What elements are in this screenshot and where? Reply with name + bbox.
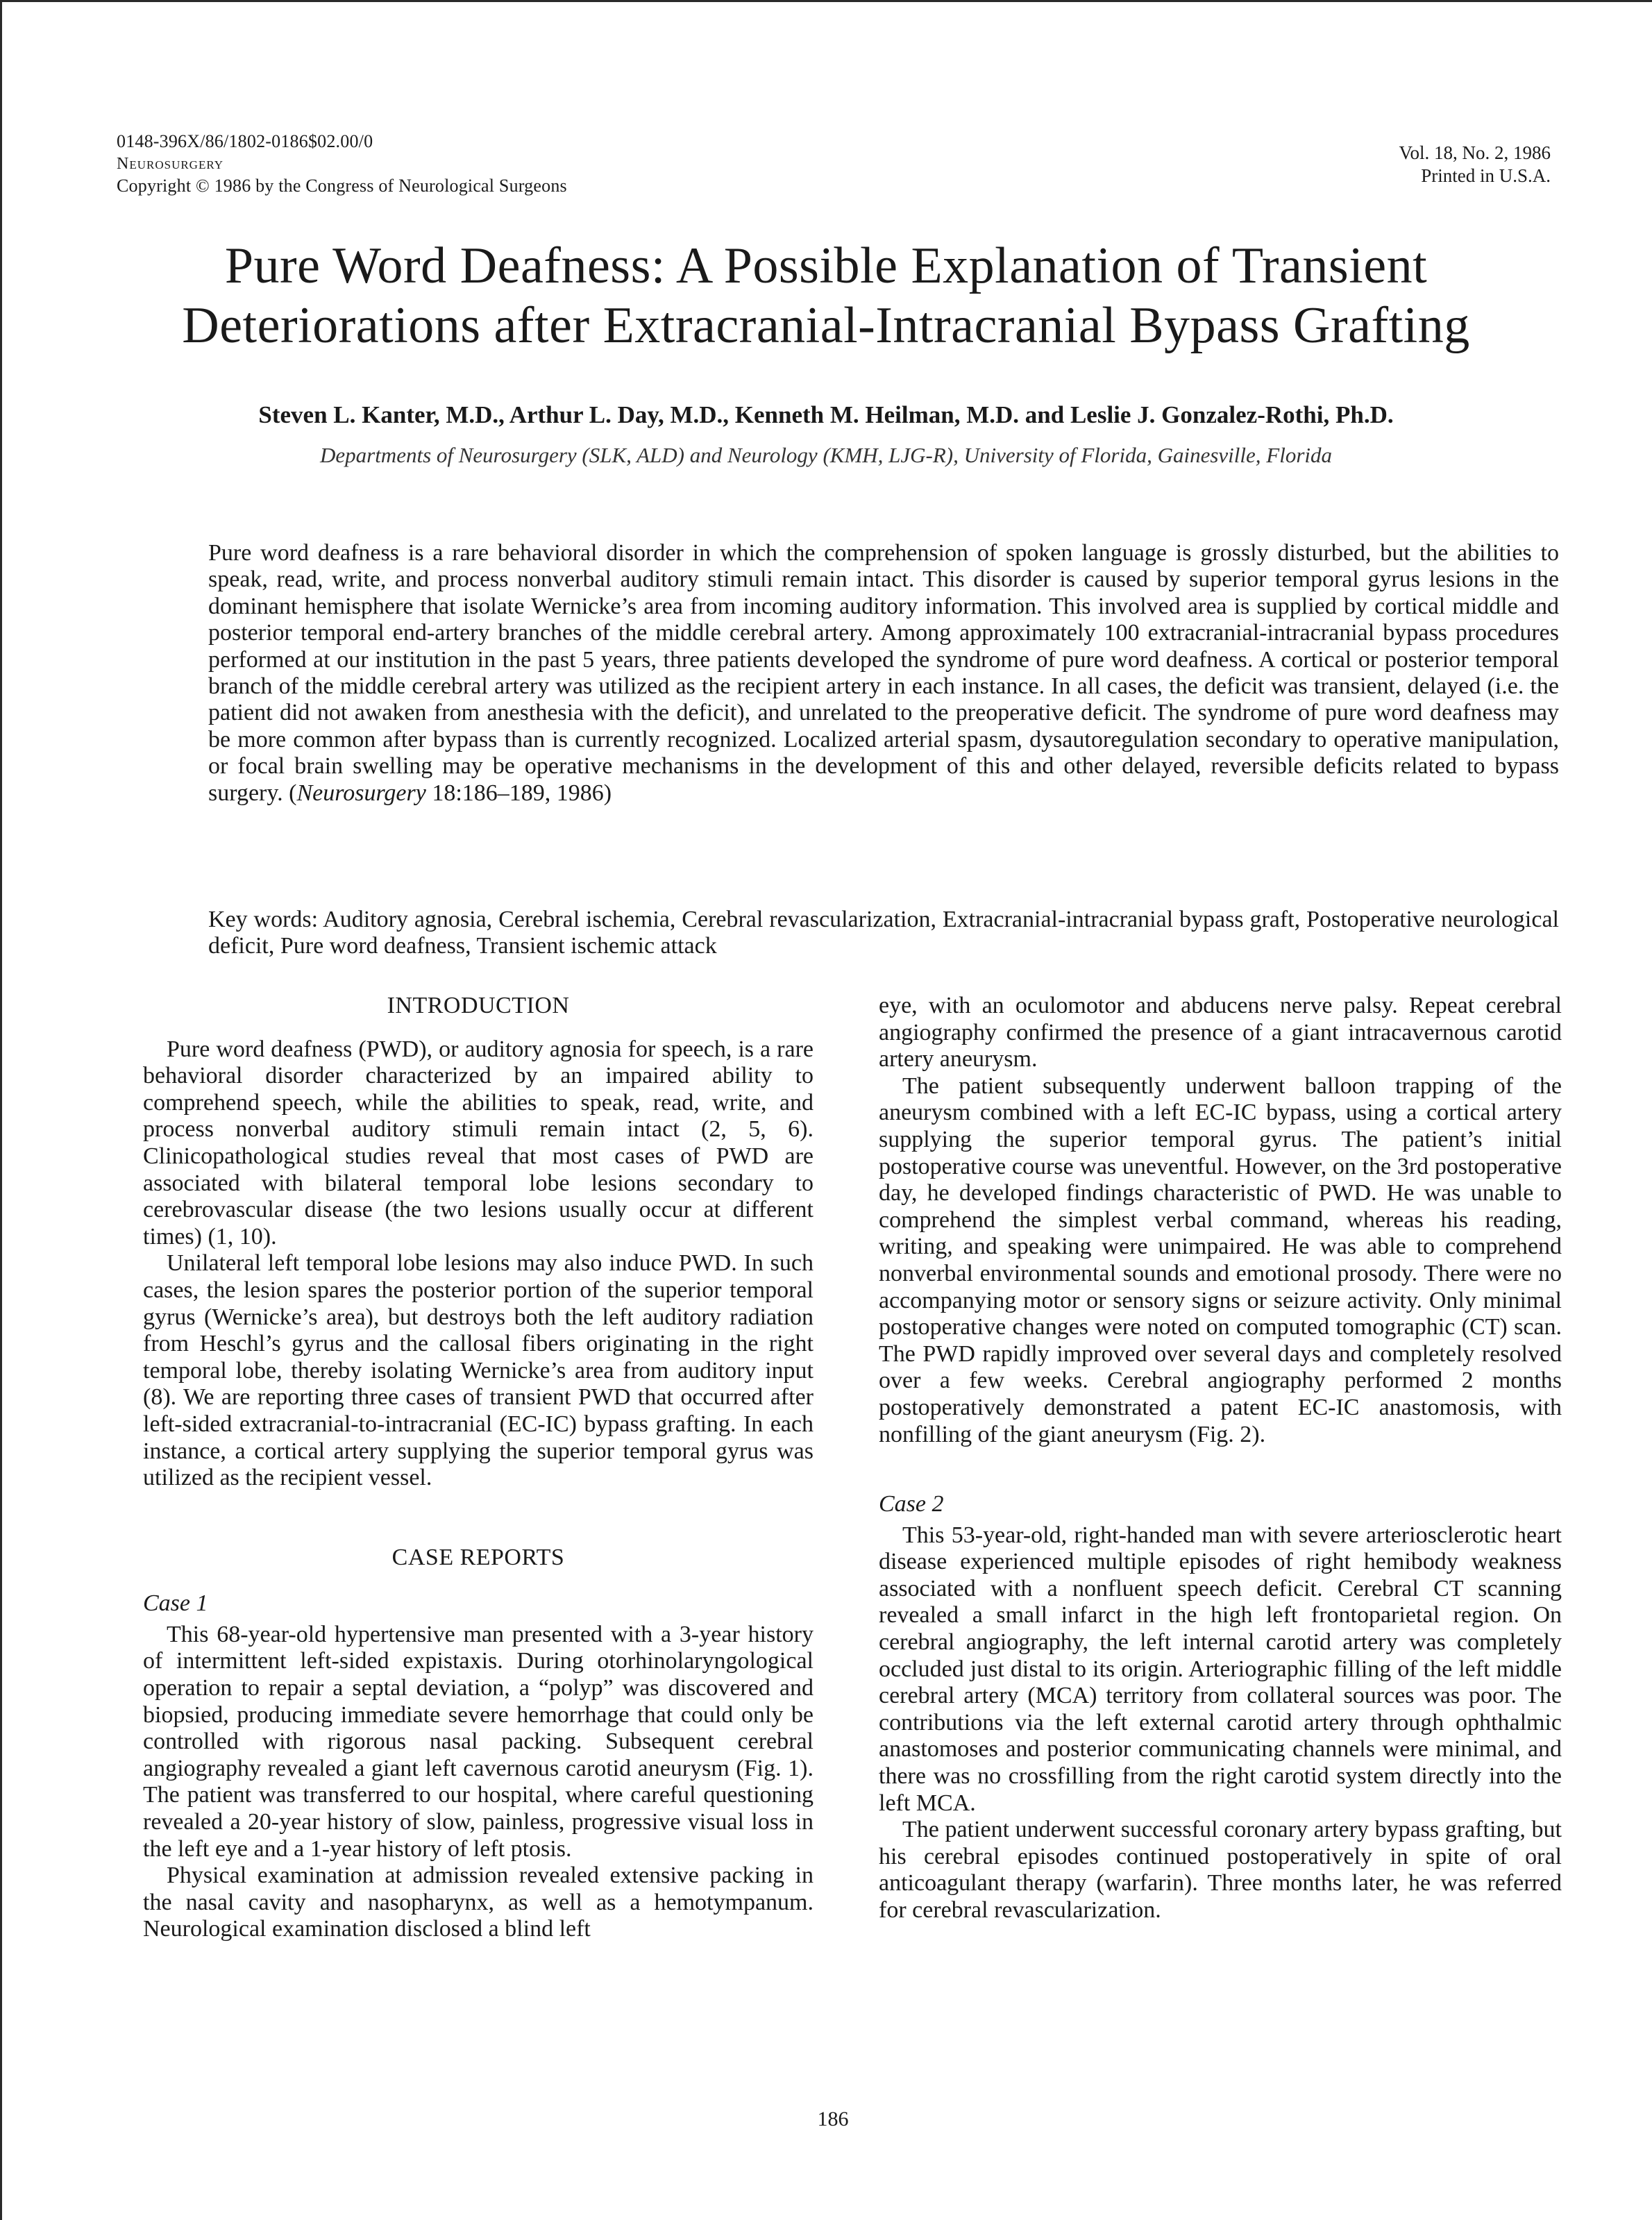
case-1-paragraph-2: Physical examination at admission revealed extensive packing in the nasal cavity and nasopharynx, as well as a hemotympanum. Neurological examination disclosed a blind left <box>143 1862 814 1942</box>
case-1-paragraph-3: The patient subsequently underwent balloon trapping of the aneurysm combined with a left EC-IC bypass, using a cortical artery supplying the superior temporal gyrus. The patient’s initial postoperative course was uneventful. However, on the 3rd postoperative day, he developed findings characteristic of PWD. He was unable to comprehend the simplest verbal command, whereas his reading, writing, and speaking were unimpaired. He was able to comprehend nonverbal environmental sounds and emotional prosody. There were no accompanying motor or sensory signs or seizure activity. Only minimal postoperative changes were noted on computed tomographic (CT) scan. The PWD rapidly improved over several days and completely resolved over a few weeks. Cerebral angiography performed 2 months postoperatively demonstrated a patent EC-IC anastomosis, with nonfilling of the giant aneurysm (Fig. 2). <box>879 1073 1562 1447</box>
title-line-2: Deteriorations after Extracranial-Intracranial Bypass Grafting <box>182 297 1470 354</box>
citation-journal: Neurosurgery <box>296 780 426 806</box>
intro-paragraph-1: Pure word deafness (PWD), or auditory agnosia for speech, is a rare behavioral disorder characterized by an impaired ability to comprehend speech, while the abilities to speak, read, write, and process nonverbal auditory stimuli remain intact (2, 5, 6). Clinicopathological studies reveal that most cases of PWD are associated with bilateral temporal lobe lesions secondary to cerebrovascular disease (the two lesions usually occur at different times) (1, 10). <box>143 1036 814 1250</box>
page-number: 186 <box>817 2108 849 2130</box>
case-2-paragraph-2: The patient underwent successful coronary artery bypass grafting, but his cerebral episodes continued postoperatively in spite of oral anticoagulant therapy (warfarin). Three months later, he was referred for cerebral revascularization. <box>879 1817 1562 1923</box>
left-column <box>143 993 814 1943</box>
title-line-1: Pure Word Deafness: A Possible Explanation of Transient <box>224 237 1428 294</box>
issn-line: 0148-396X/86/1802-0186$02.00/0 <box>117 131 373 151</box>
masthead-right <box>1399 142 1551 187</box>
case-1-heading: Case 1 <box>143 1590 208 1617</box>
citation-open: ( <box>283 780 297 806</box>
introduction-heading: INTRODUCTION <box>387 993 570 1018</box>
copyright-line: Copyright © 1986 by the Congress of Neurological Surgeons <box>117 176 567 196</box>
journal-name: Neurosurgery <box>117 155 224 173</box>
case-1-paragraph-1: This 68-year-old hypertensive man presented with a 3-year history of intermittent left-sided expistaxis. During otorhinolaryngological operation to repair a septal deviation, a “polyp” was discovered and biopsied, producing immediate severe hemorrhage that could only be controlled with rigorous nasal packing. Subsequent cerebral angiography revealed a giant left cavernous carotid aneurysm (Fig. 1). The patient was transferred to our hospital, where careful questioning revealed a 20-year history of slow, painless, progressive visual loss in the left eye and a 1-year history of left ptosis. <box>143 1621 814 1862</box>
volume-line: Vol. 18, No. 2, 1986 <box>1399 142 1551 163</box>
case-2-heading: Case 2 <box>879 1491 944 1517</box>
case-1-paragraph-2-continued: eye, with an oculomotor and abducens nerve palsy. Repeat cerebral angiography confirmed the presence of a giant intracavernous carotid artery aneurysm. <box>879 993 1562 1073</box>
author-affiliation: Departments of Neurosurgery (SLK, ALD) and Neurology (KMH, LJG-R), University of Florida, Gainesville, Florida <box>319 443 1332 467</box>
intro-paragraph-2: Unilateral left temporal lobe lesions may also induce PWD. In such cases, the lesion spares the posterior portion of the superior temporal gyrus (Wernicke’s area), but destroys both the left auditory radiation from Heschl’s gyrus and the callosal fibers originating in the right temporal lobe, thereby isolating Wernicke’s area from auditory input (8). We are reporting three cases of transient PWD that occurred after left-sided extracranial-to-intracranial (EC-IC) bypass grafting. In each instance, a cortical artery supplying the superior temporal gyrus was utilized as the recipient vessel. <box>143 1250 814 1491</box>
case-reports-heading: CASE REPORTS <box>391 1544 565 1570</box>
keywords: Key words: Auditory agnosia, Cerebral ischemia, Cerebral revascularization, Extracranial-intracranial bypass graft, Postoperative neurological deficit, Pure word deafness, Transient ischemic attack <box>208 907 1559 959</box>
abstract-text: Pure word deafness is a rare behavioral disorder in which the comprehension of spoken language is grossly disturbed, but the abilities to speak, read, write, and process nonverbal auditory stimuli remain intact. This disorder is caused by superior temporal gyrus lesions in the dominant hemisphere that isolate Wernicke’s area from incoming auditory information. This involved area is supplied by cortical middle and posterior temporal end-artery branches of the middle cerebral artery. Among approximately 100 extracranial-intracranial bypass procedures performed at our institution in the past 5 years, three patients developed the syndrome of pure word deafness. A cortical or posterior temporal branch of the middle cerebral artery was utilized as the recipient artery in each instance. In all cases, the deficit was transient, delayed (i.e. the patient did not awaken from anesthesia with the deficit), and unrelated to the preoperative deficit. The syndrome of pure word deafness may be more common after bypass than is currently recognized. Localized arterial spasm, dysautoregulation secondary to operative manipulation, or focal brain swelling may be operative mechanisms in the development of this and other delayed, reversible deficits related to bypass surgery. <box>208 540 1559 806</box>
printed-line: Printed in U.S.A. <box>1421 165 1551 186</box>
article-title <box>104 236 1548 355</box>
masthead-left <box>117 131 567 197</box>
abstract <box>208 540 1559 807</box>
author-list: Steven L. Kanter, M.D., Arthur L. Day, M.D., Kenneth M. Heilman, M.D. and Leslie J. Gonzalez-Rothi, Ph.D. <box>258 401 1394 428</box>
right-column <box>879 993 1562 1924</box>
citation-rest: 18:186–189, 1986) <box>425 780 612 806</box>
case-2-paragraph-1: This 53-year-old, right-handed man with severe arteriosclerotic heart disease experienced multiple episodes of right hemibody weakness associated with a nonfluent speech deficit. Cerebral CT scanning revealed a small infarct in the high left frontoparietal region. On cerebral angiography, the left internal carotid artery was completely occluded just distal to its origin. Arteriographic filling of the left middle cerebral artery (MCA) territory from collateral sources was poor. The contributions via the left external carotid artery through ophthalmic anastomoses and posterior communicating channels were minimal, and there was no crossfilling from the right carotid system directly into the left MCA. <box>879 1522 1562 1816</box>
